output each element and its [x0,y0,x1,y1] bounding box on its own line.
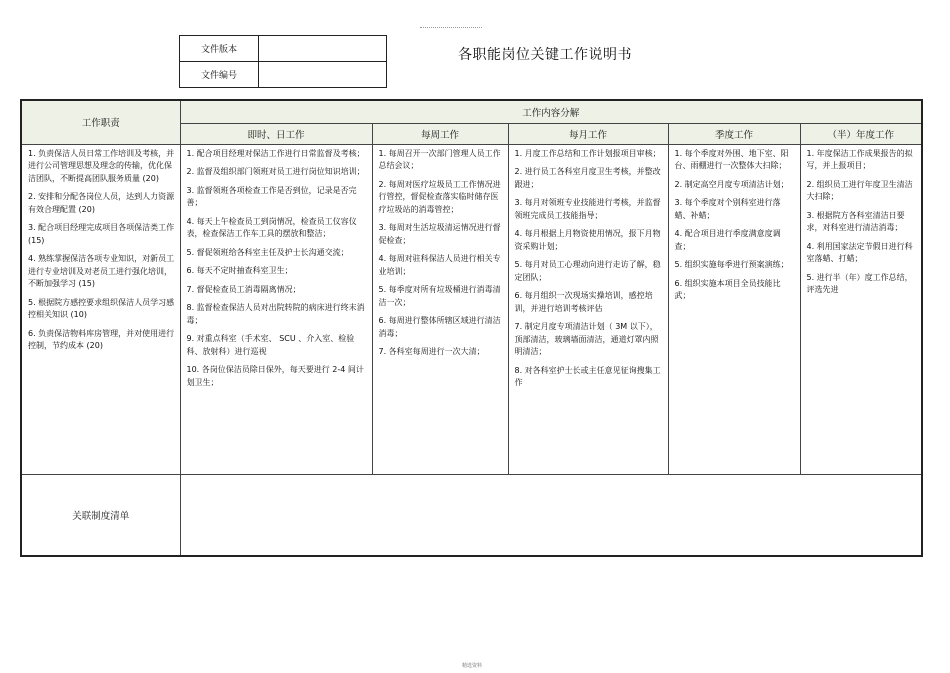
related-policies-value [180,474,922,556]
daily-item: 4. 每天上午检查员工到岗情况，检查员工仪容仪表，检查保洁工作车工具的摆放和整洁； [186,216,357,238]
monthly-item: 1. 月度工作总结和工作计划报项目审核； [514,148,661,158]
monthly-item: 7. 制定月度专项清洁计划（ 3M 以下），顶部清洁，玻璃墙面清洁，通道灯罩内照明清洁； [514,322,659,356]
monthly-item: 5. 每月对员工心理动向进行走访了解，稳定团队； [514,260,661,282]
duties-cell [21,144,180,474]
monthly-item: 2. 进行员工各科室月度卫生考核，并整改跟进； [514,167,661,189]
quarterly-item: 2. 制定高空月度专项清洁计划； [674,179,789,189]
duty-item: 5. 根据院方感控要求组织保洁人员学习感控相关知识 (10) [28,297,175,319]
col-daily-header: 即时、日工作 [180,123,372,144]
weekly-item: 1. 每周召开一次部门管理人员工作总结会议； [378,148,501,170]
version-label: 文件版本 [180,36,259,62]
weekly-item: 2. 每周对医疗垃圾员工工作情况进行管控，督促检查落实临时储存医疗垃圾站的消毒管控； [378,179,501,214]
annual-item: 3. 根据院方各科室清洁日要求，对科室进行清洁消毒； [806,210,905,232]
related-policies-label: 关联制度清单 [21,474,180,556]
quarterly-item: 6. 组织实施本项目全员技能比武； [674,278,781,300]
quarterly-item: 3. 每个季度对个别科室进行落蜡、补蜡； [674,198,781,220]
weekly-item: 3. 每周对生活垃圾清运情况进行督促检查； [378,223,501,245]
content-breakdown-header: 工作内容分解 [180,100,922,123]
monthly-item: 3. 每月对领班专业技能进行考核，并监督领班完成员工技能指导； [514,198,661,220]
weekly-item: 5. 每季度对所有垃圾桶进行消毒清洁一次； [378,285,501,307]
monthly-item: 8. 对各科室护士长或主任意见征询搜集工作 [514,365,661,387]
quarterly-item: 1. 每个季度对外围、地下室、阳台、雨棚进行一次整体大扫除； [674,148,789,170]
annual-item: 2. 组织员工进行年度卫生清洁大扫除； [806,179,913,201]
daily-item: 7. 督促检查员工消毒隔离情况； [186,284,301,294]
monthly-item: 6. 每月组织一次现场实操培训，感控培训，并进行培训考核评估 [514,291,653,313]
duty-item: 3. 配合项目经理完成项目各项保洁类工作 (15) [28,223,175,245]
daily-item: 8. 监督检查保洁人员对出院转院的病床进行终末消毒； [186,303,365,325]
daily-item: 1. 配合项目经理对保洁工作进行日常监督及考核； [186,148,365,158]
duty-item: 6. 负责保洁物料库房管理，并对使用进行控制，节约成本 (20) [28,328,175,350]
daily-cell [180,144,372,474]
quarterly-item: 4. 配合项目进行季度满意度调查； [674,229,781,251]
weekly-cell [372,144,508,474]
col-annual-header: （半）年度工作 [800,123,922,144]
document-title: 各职能岗位关键工作说明书 [458,47,632,63]
version-info-table [179,35,387,88]
daily-item: 2. 监督及组织部门领班对员工进行岗位知识培训； [186,167,365,176]
quarterly-cell [668,144,800,474]
monthly-item: 4. 每月根据上月物资使用情况，报下月物资采购计划； [514,229,661,251]
weekly-item: 7. 各科室每周进行一次大清； [378,347,485,356]
annual-item: 1. 年度保洁工作成果报告的拟写，并上报项目； [806,148,913,170]
col-monthly-header: 每月工作 [508,123,668,144]
daily-item: 6. 每天不定时抽查科室卫生； [186,266,293,275]
annual-item: 4. 利用国家法定节假日进行科室落蜡、打蜡； [806,241,913,263]
version-value [259,36,387,62]
quarterly-item: 5. 组织实施每季进行预案演练； [674,260,789,269]
duty-item: 2. 安排和分配各岗位人员，达到人力资源有效合理配置 (20) [28,192,175,214]
footer-watermark: 精选资料 [462,663,483,669]
duties-table [20,99,923,557]
monthly-cell [508,144,668,474]
weekly-item: 6. 每周进行整体所辖区域进行清洁消毒； [378,316,501,338]
duties-header: 工作职责 [21,100,180,144]
doc-number-value [259,62,387,88]
daily-item: 9. 对重点科室（手术室、 SCU 、介入室、检验科、放射科）进行巡视 [186,334,355,356]
daily-item: 10. 各岗位保洁员除日保外，每天要进行 2-4 间计划卫生； [186,365,364,387]
annual-item: 5. 进行半（年）度工作总结，评选先进 [806,272,913,294]
col-weekly-header: 每周工作 [372,123,508,144]
weekly-item: 4. 每周对驻科保洁人员进行相关专业培训； [378,254,501,276]
daily-item: 5. 督促领班给各科室主任及护士长沟通交流； [186,247,349,257]
duty-item: 4. 熟练掌握保洁各项专业知识，对新员工进行专业培训及对老员工进行强化培训，不断加强学习 (15) [28,254,175,288]
duty-item: 1. 负责保洁人员日常工作培训及考核，并进行公司管理思想及理念的传输，优化保洁团队，不断提高团队服务质量 (20) [28,148,175,183]
col-quarterly-header: 季度工作 [668,123,800,144]
doc-number-label: 文件编号 [180,62,259,88]
top-dotted-rule [420,27,482,28]
daily-item: 3. 监督领班各项检查工作是否到位，记录是否完善； [186,185,357,207]
annual-cell [800,144,922,474]
